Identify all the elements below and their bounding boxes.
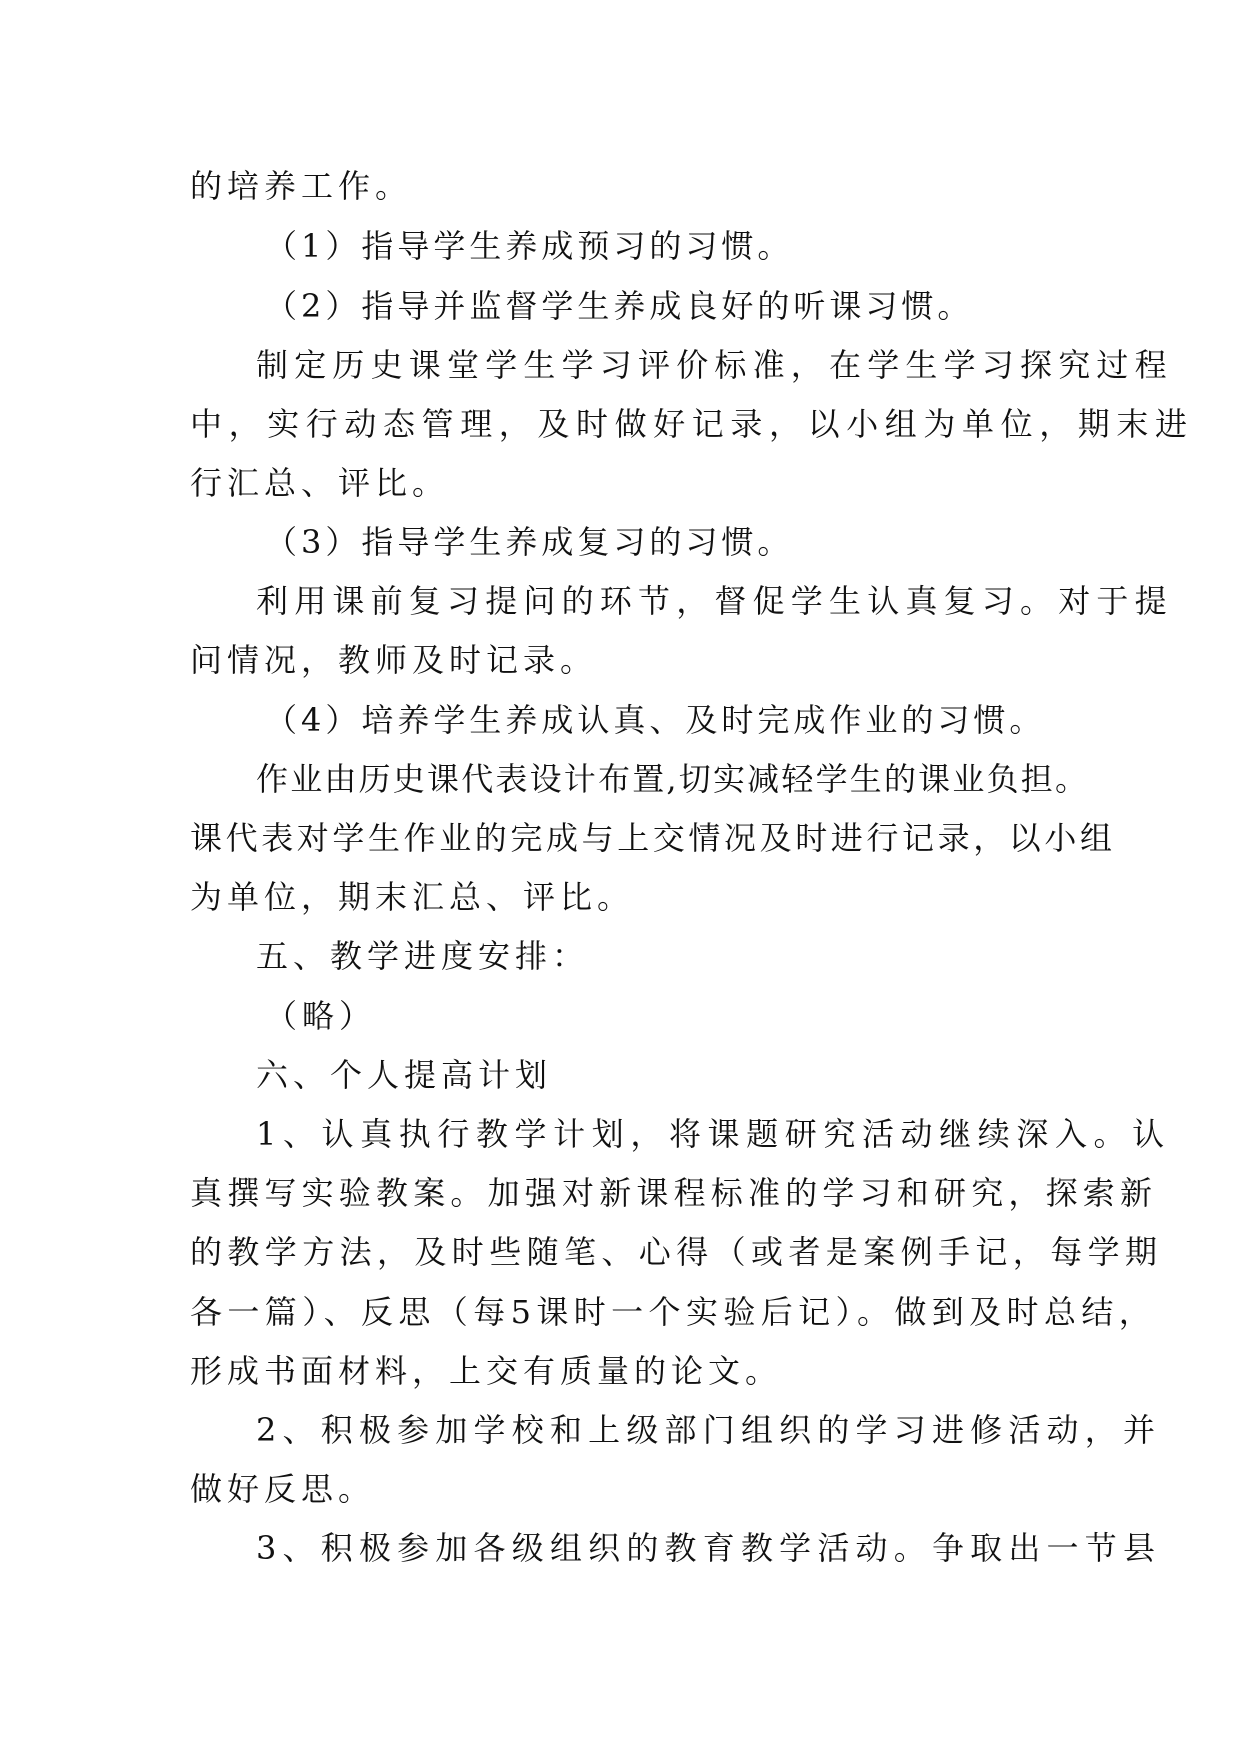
paragraph-line: 利用课前复习提问的环节，督促学生认真复习。对于提 xyxy=(256,582,1173,620)
paragraph-line: 1、认真执行教学计划，将课题研究活动继续深入。认 xyxy=(256,1115,1171,1153)
section-heading-5: 五、教学进度安排： xyxy=(256,937,590,975)
paragraph-line: 问情况，教师及时记录。 xyxy=(190,641,598,679)
section-note: （略） xyxy=(265,997,377,1035)
paragraph-line: 各一篇）、反思（每5课时一个实验后记）。做到及时总结， xyxy=(190,1293,1157,1331)
list-item-2: （2）指导并监督学生养成良好的听课习惯。 xyxy=(265,287,974,325)
paragraph-line: 中，实行动态管理，及时做好记录，以小组为单位，期末进 xyxy=(190,405,1194,443)
paragraph-line: 行汇总、评比。 xyxy=(190,464,450,502)
paragraph-line: 3、积极参加各级组织的教育教学活动。争取出一节县 xyxy=(256,1529,1162,1567)
list-item-3: （3）指导学生养成复习的习惯。 xyxy=(265,523,794,561)
section-heading-6: 六、个人提高计划 xyxy=(256,1056,553,1094)
list-item-1: （1）指导学生养成预习的习惯。 xyxy=(265,227,794,265)
paragraph-line: 课代表对学生作业的完成与上交情况及时进行记录，以小组 xyxy=(190,819,1116,857)
paragraph-line: 制定历史课堂学生学习评价标准，在学生学习探究过程 xyxy=(256,346,1173,384)
paragraph-line: 作业由历史课代表设计布置,切实减轻学生的课业负担。 xyxy=(256,760,1090,798)
list-item-4: （4）培养学生养成认真、及时完成作业的习惯。 xyxy=(265,701,1046,739)
text-line: 的培养工作。 xyxy=(190,167,413,205)
paragraph-line: 真撰写实验教案。加强对新课程标准的学习和研究，探索新 xyxy=(190,1174,1158,1212)
paragraph-line: 的教学方法，及时些随笔、心得（或者是案例手记，每学期 xyxy=(190,1233,1163,1271)
paragraph-line: 形成书面材料，上交有质量的论文。 xyxy=(190,1352,783,1390)
paragraph-line: 做好反思。 xyxy=(190,1470,376,1508)
paragraph-line: 2、积极参加学校和上级部门组织的学习进修活动，并 xyxy=(256,1411,1162,1449)
paragraph-line: 为单位，期末汇总、评比。 xyxy=(190,878,635,916)
